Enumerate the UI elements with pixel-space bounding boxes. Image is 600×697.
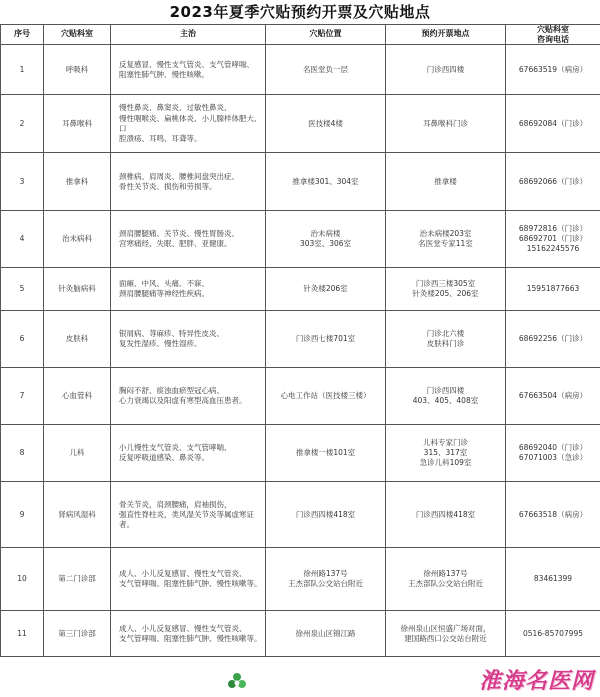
header-indication: 主治 bbox=[111, 25, 266, 45]
cell-indication: 胸闷不舒、痰浊血瘀型冠心病、 心力衰竭以及阳虚有寒型高血压患者。 bbox=[111, 368, 266, 425]
cell-phone: 67663519（病房） bbox=[506, 45, 600, 95]
cell-phone: 0516-85707995 bbox=[506, 611, 600, 657]
cell-ticket: 门诊西三楼305室 针灸楼205、206室 bbox=[386, 268, 506, 311]
cell-ticket: 徐州路137号 王杰部队公交站台附近 bbox=[386, 548, 506, 611]
header-dept: 穴贴科室 bbox=[44, 25, 111, 45]
cell-indication: 慢性鼻炎、鼻窦炎、过敏性鼻炎、 慢性咽喉炎、扁桃体炎、小儿腺样体肥大、口 腔溃疡、耳鸣、耳聋等。 bbox=[111, 95, 266, 153]
table-row bbox=[1, 211, 600, 268]
cell-indication: 小儿慢性支气管炎、支气管哮喘、 反复呼吸道感染、鼻炎等。 bbox=[111, 425, 266, 482]
watermark-logo: 淮海名医网 bbox=[478, 668, 594, 694]
cell-dept: 皮肤科 bbox=[44, 311, 111, 368]
table-row bbox=[1, 548, 600, 611]
green-flower-logo-icon bbox=[226, 671, 248, 693]
cell-dept: 肾病风湿科 bbox=[44, 482, 111, 548]
table-row bbox=[1, 268, 600, 311]
cell-seq: 5 bbox=[1, 268, 44, 311]
cell-dept: 第二门诊部 bbox=[44, 548, 111, 611]
cell-indication: 成人、小儿反复感冒、慢性支气管炎、 支气管哮喘、阻塞性肺气肿、慢性咳嗽等。 bbox=[111, 548, 266, 611]
cell-dept: 治未病科 bbox=[44, 211, 111, 268]
table-row bbox=[1, 482, 600, 548]
cell-phone: 68692066（门诊） bbox=[506, 153, 600, 211]
cell-location: 名医堂负一层 bbox=[266, 45, 386, 95]
cell-dept: 心血管科 bbox=[44, 368, 111, 425]
table-row bbox=[1, 95, 600, 153]
cell-seq: 9 bbox=[1, 482, 44, 548]
cell-location: 医技楼4楼 bbox=[266, 95, 386, 153]
cell-location: 心电工作站（医技楼三楼） bbox=[266, 368, 386, 425]
cell-location: 推拿楼301、304室 bbox=[266, 153, 386, 211]
cell-indication: 成人、小儿反复感冒、慢性支气管炎、 支气管哮喘、阻塞性肺气肿、慢性咳嗽等。 bbox=[111, 611, 266, 657]
cell-dept: 针灸脑病科 bbox=[44, 268, 111, 311]
cell-location: 徐州泉山区锦江路 bbox=[266, 611, 386, 657]
header-phone bbox=[506, 25, 600, 45]
table-row bbox=[1, 311, 600, 368]
header-phone-line2: 咨询电话 bbox=[537, 34, 569, 44]
cell-phone: 83461399 bbox=[506, 548, 600, 611]
header-ticket: 预约开票地点 bbox=[386, 25, 506, 45]
cell-seq: 2 bbox=[1, 95, 44, 153]
cell-phone: 68692040（门诊） 67071003（急诊） bbox=[506, 425, 600, 482]
header-phone-line1: 穴贴科室 bbox=[537, 25, 569, 34]
cell-dept: 耳鼻喉科 bbox=[44, 95, 111, 153]
table-row bbox=[1, 425, 600, 482]
cell-dept: 呼吸科 bbox=[44, 45, 111, 95]
cell-ticket: 徐州泉山区恒盛广场对面， 建国路西口公交站台附近 bbox=[386, 611, 506, 657]
cell-ticket: 儿科专家门诊 315、317室 急诊儿科109室 bbox=[386, 425, 506, 482]
cell-ticket: 门诊西四楼418室 bbox=[386, 482, 506, 548]
cell-phone: 68692084（门诊） bbox=[506, 95, 600, 153]
cell-ticket: 门诊西四楼 bbox=[386, 45, 506, 95]
cell-ticket: 耳鼻喉科门诊 bbox=[386, 95, 506, 153]
cell-phone: 15951877663 bbox=[506, 268, 600, 311]
cell-ticket: 门诊西四楼 403、405、408室 bbox=[386, 368, 506, 425]
table-row bbox=[1, 45, 600, 95]
cell-ticket: 门诊北六楼 皮肤科门诊 bbox=[386, 311, 506, 368]
cell-seq: 11 bbox=[1, 611, 44, 657]
cell-indication: 面瘫、中风、头痛、不寐、 颈肩腰腿痛等神经性疾病。 bbox=[111, 268, 266, 311]
header-location: 穴贴位置 bbox=[266, 25, 386, 45]
cell-ticket: 推拿楼 bbox=[386, 153, 506, 211]
table-header-row bbox=[1, 25, 600, 45]
table-row bbox=[1, 368, 600, 425]
cell-phone: 68972816（门诊） 68692701（门诊） 15162245576 bbox=[506, 211, 600, 268]
cell-indication: 颈椎病、肩周炎、腰椎间盘突出症、 骨性关节炎、损伤和劳损等。 bbox=[111, 153, 266, 211]
page-title: 2023年夏季穴贴预约开票及穴贴地点 bbox=[169, 3, 431, 21]
cell-phone: 67663504（病房） bbox=[506, 368, 600, 425]
cell-dept: 推拿科 bbox=[44, 153, 111, 211]
cell-location: 门诊西七楼701室 bbox=[266, 311, 386, 368]
cell-seq: 8 bbox=[1, 425, 44, 482]
schedule-table bbox=[0, 24, 600, 657]
cell-indication: 颈肩腰腿痛、关节炎、慢性胃肠炎、 宫寒痛经、失眠、肥胖、亚健康。 bbox=[111, 211, 266, 268]
cell-dept: 儿科 bbox=[44, 425, 111, 482]
cell-seq: 10 bbox=[1, 548, 44, 611]
table-row bbox=[1, 153, 600, 211]
cell-indication: 银屑病、荨麻疹、特异性皮炎、 复发性湿疹、慢性湿疹。 bbox=[111, 311, 266, 368]
cell-location: 推拿楼一楼101室 bbox=[266, 425, 386, 482]
table-row bbox=[1, 611, 600, 657]
cell-seq: 6 bbox=[1, 311, 44, 368]
cell-seq: 1 bbox=[1, 45, 44, 95]
cell-indication: 骨关节炎，肩颈腰痛，肩袖损伤， 强直性脊柱炎，类风湿关节炎等属虚寒证者。 bbox=[111, 482, 266, 548]
cell-seq: 3 bbox=[1, 153, 44, 211]
cell-ticket: 治未病楼203室 名医堂专家11室 bbox=[386, 211, 506, 268]
cell-indication: 反复感冒、慢性支气管炎、支气管哮喘、 阻塞性肺气肿、慢性咳嗽。 bbox=[111, 45, 266, 95]
cell-phone: 68692256（门诊） bbox=[506, 311, 600, 368]
table-body bbox=[1, 45, 600, 657]
cell-seq: 7 bbox=[1, 368, 44, 425]
cell-location: 门诊西四楼418室 bbox=[266, 482, 386, 548]
cell-dept: 第三门诊部 bbox=[44, 611, 111, 657]
cell-location: 治未病楼 303室、306室 bbox=[266, 211, 386, 268]
cell-location: 针灸楼206室 bbox=[266, 268, 386, 311]
cell-seq: 4 bbox=[1, 211, 44, 268]
cell-location: 徐州路137号 王杰部队公交站台附近 bbox=[266, 548, 386, 611]
cell-phone: 67663518（病房） bbox=[506, 482, 600, 548]
header-seq: 序号 bbox=[1, 25, 44, 45]
